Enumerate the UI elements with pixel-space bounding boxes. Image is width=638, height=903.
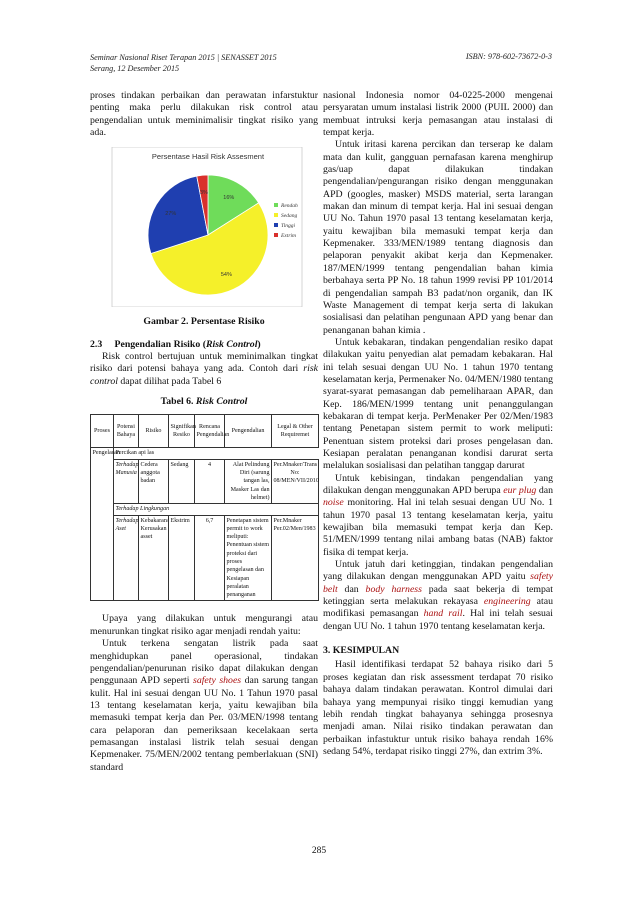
paragraph: Untuk jatuh dari ketinggian, tindakan pengendalian yang dilakukan dengan menggunakan APD yaitu safety belt dan body harness pada saat bekerja di tempat ketinggian serta melakukan rekayasa engineering atau modifikasi pemasangan hand rail. Hal ini telah sesuai dengan UU No. 1 tahun 1970 tentang keselamatan kerja. xyxy=(323,559,553,632)
slice-label: 54% xyxy=(220,272,232,279)
table-cell: 4 xyxy=(195,459,225,503)
chart-title: Persentase Hasil Risk Assesment xyxy=(151,152,265,162)
table-cell: Terhadap Lingkungan xyxy=(114,504,319,515)
col-header: Pengendalian xyxy=(225,415,272,448)
table-cell: Terhadap Manusia xyxy=(114,459,139,503)
section-title-italic: Risk Control xyxy=(205,338,258,350)
section-number: 2.3 xyxy=(90,338,103,350)
running-header-left xyxy=(90,52,277,74)
legend-label: Sedang xyxy=(281,213,298,220)
table-cell: 6,7 xyxy=(195,515,225,601)
figure-caption: Gambar 2. Persentase Risiko xyxy=(143,316,265,328)
pie-chart-figure xyxy=(90,147,318,307)
isbn: ISBN: 978-602-73672-0-3 xyxy=(465,52,552,61)
legend-label: Rendah xyxy=(281,203,298,210)
table-header-row xyxy=(91,415,319,448)
table-cell: Terhadap Aset xyxy=(114,515,139,601)
section-heading xyxy=(90,339,318,351)
table-caption: Tabel 6. Risk Control xyxy=(160,396,248,408)
col-header: Risiko xyxy=(139,415,169,448)
table-cell: Pengelasan xyxy=(91,448,114,601)
table-row xyxy=(91,504,319,515)
right-column xyxy=(323,90,553,758)
slice-label: 16% xyxy=(223,195,235,202)
slice-label: 27% xyxy=(165,211,177,218)
table-cell: Per.Mnaker/Trans No: 08/MEN/VII/2010 xyxy=(272,459,319,503)
legend-swatch xyxy=(274,223,278,227)
table-row xyxy=(91,515,319,601)
section-title: Pengendalian Risiko ( xyxy=(114,338,206,350)
col-header: Legal & Other Requiremet xyxy=(272,415,319,448)
paragraph: Hasil identifikasi terdapat 52 bahaya risiko dari 5 proses kegiatan dan risk assessment terdapat 70 risiko bahaya dalam tindakan perawatan. Kontrol dimulai dari bahaya yang mempunyai risiko tinggi kemudian yang lebih rendah tingkat bahayanya sehingga prosesnya menjadi aman. Nilai risiko tindakan perawatan dan perbaikan infastuktur untuk risiko bahaya rendah 16% sedang 54%, terdapat risiko tinggi 27%, dan extrim 3%. xyxy=(323,659,553,757)
paragraph: Untuk terkena sengatan listrik pada saat menghidupkan panel operasional, tindakan pengendalian/penurunan risiko dapat dilakukan dengan penggunaan APD seperti safety shoes dan sarung tangan kulit. Hal ini sesuai dengan UU No. 1 Tahun 1970 pasal 13 tentang keselamatan kerja, yaitu kewajiban bila memasuki tempat kerja dan Per. 03/MEN/1998 tentang cara pelaporan dan pemeriksaan kecelakaan serta pemasangan instalasi listrik telah sesuai dengan Kepmenaker. 75/MEN/2002 tentang pemberlakuan (SNI) standard xyxy=(90,638,318,773)
left-column xyxy=(90,90,318,774)
paragraph: Untuk kebisingan, tindakan pengendalian yang dilakukan dengan menggunakan APD berupa eur plug dan noise monitoring. Hal ini telah sesuai dengan UU No. 1 tahun 1970 pasal 13 tentang keselamatan kerja, yaitu kewajiban bila memasuki tempat kerja dan Kep. 51/MEN/1999 tentang nilai ambang batas (NAB) faktor fisika di tempat kerja. xyxy=(323,472,553,558)
page-number: 285 xyxy=(311,846,327,856)
paragraph: Risk control bertujuan untuk meminimalkan tingkat risiko dari potensi bahaya yang ada. Contoh dari risk control dapat dilihat pada Tabel 6 xyxy=(90,351,318,387)
table-cell: Cedera anggota badan xyxy=(139,459,169,503)
table-cell: Sedang xyxy=(169,459,195,503)
table-row xyxy=(91,459,319,503)
section-title-end: ) xyxy=(257,338,261,350)
risk-control-table xyxy=(90,414,319,601)
section-heading: 3. KESIMPULAN xyxy=(323,645,400,657)
col-header: Signifikan Resiko xyxy=(169,415,195,448)
table-cell: Percikan api las xyxy=(114,448,319,459)
slice-label: 3% xyxy=(199,190,208,197)
paragraph: Untuk kebakaran, tindakan pengendalian resiko dapat dilakukan yaitu penyedian alat pemadam kebakaran. Hal ini telah sesuai dengan UU No. 1 tahun 1970 tentang keselamatan kerja, Permenaker No. 04/MEN/1980 tentang syarat-syarat pemasangan dab pemeliharaan APAR, dan Kep. 186/MEN/1999 tentang unit penanggulangan kebakaran di tempat kerja. PerMenaker Per 02/Men/1983 tentang Penetapan sistem permit to work meliputi: Penentuan sistem proteksi dari proses pengelasan dan. Kesiapan peralatan penanganan kondisi darurat serta melalukan sosialisasi dan pelatihan tanggap darurat xyxy=(323,336,553,472)
paragraph: Upaya yang dilakukan untuk mengurangi atau menurunkan tingkat risiko agar menjadi rendah yaitu: xyxy=(90,613,318,637)
table-cell: Penetapan sistem permit to work meliputi: Penentuan sistem proteksi dari proses pengelasan dan Kesiapan peralatan penanganan xyxy=(225,515,272,601)
col-header: Rencana Pengendalian xyxy=(195,415,225,448)
legend-swatch xyxy=(274,233,278,237)
legend-swatch xyxy=(274,213,278,217)
legend-label: Tinggi xyxy=(281,223,296,230)
table-row xyxy=(91,448,319,459)
conference-name: Seminar Nasional Riset Terapan 2015 | SENASSET 2015 xyxy=(90,53,277,62)
table-cell: Kebakaran/ Kerusakan asset xyxy=(139,515,169,601)
paragraph: Untuk iritasi karena percikan dan terserap ke dalam mata dan kulit, gangguan pernafasan karena menghirup gas/uap dapat dilakukan tindakan pengendalian/pengurangan risiko dengan menggunakan APD (googles, masker) MSDS material, serta larangan makan dan minum di tempat kerja. Hal ini sesuai dengan UU No. Tahun 1970 pasal 13 tentang keselamatan kerja, yaitu kewajiban bila memasuki tempat kerja dan Kepmenaker. 333/MEN/1989 tentang diagnosis dan pelaporan penyakit akibat kerja dan Kepmenaker. 187/MEN/1999 tentang pengendalian bahan kimia berbahaya serta PP No. 18 tahun 1999 revisi PP 101/2014 di pengendalian sampah B3 padat/non organik, dan IK Waste Management di tempat kerja serta di lakukan sosialisasi dan pelatihan pengunaan APD yang benar dan penanganan bahan kimia . xyxy=(323,139,553,336)
table-cell: Per.Mnaker Per.02/Men/1983 xyxy=(272,515,319,601)
table-cell: Ekstrim xyxy=(169,515,195,601)
col-header: Proses xyxy=(91,415,114,448)
conference-date: Serang, 12 Desember 2015 xyxy=(90,64,180,73)
paragraph: proses tindakan perbaikan dan perawatan infarstuktur penting maka perlu dilakukan risk control atau pengendalian untuk meminimalisir tingkat risiko yang ada. xyxy=(90,90,318,139)
paragraph: nasional Indonesia nomor 04-0225-2000 mengenai persyaratan umum instalasi listrik 2000 (PUIL 2000) dan membuat intruksi kerja pemasangan atau instalasi di tempat kerja. xyxy=(323,90,553,139)
pie-chart xyxy=(90,147,318,307)
table-cell: Alat Pelindung Diri (sarung tangan las, Masker Las dan helmet) xyxy=(225,459,272,503)
col-header: Potensi Bahaya xyxy=(114,415,139,448)
legend-label: Extrim xyxy=(281,233,296,240)
legend-swatch xyxy=(274,203,278,207)
